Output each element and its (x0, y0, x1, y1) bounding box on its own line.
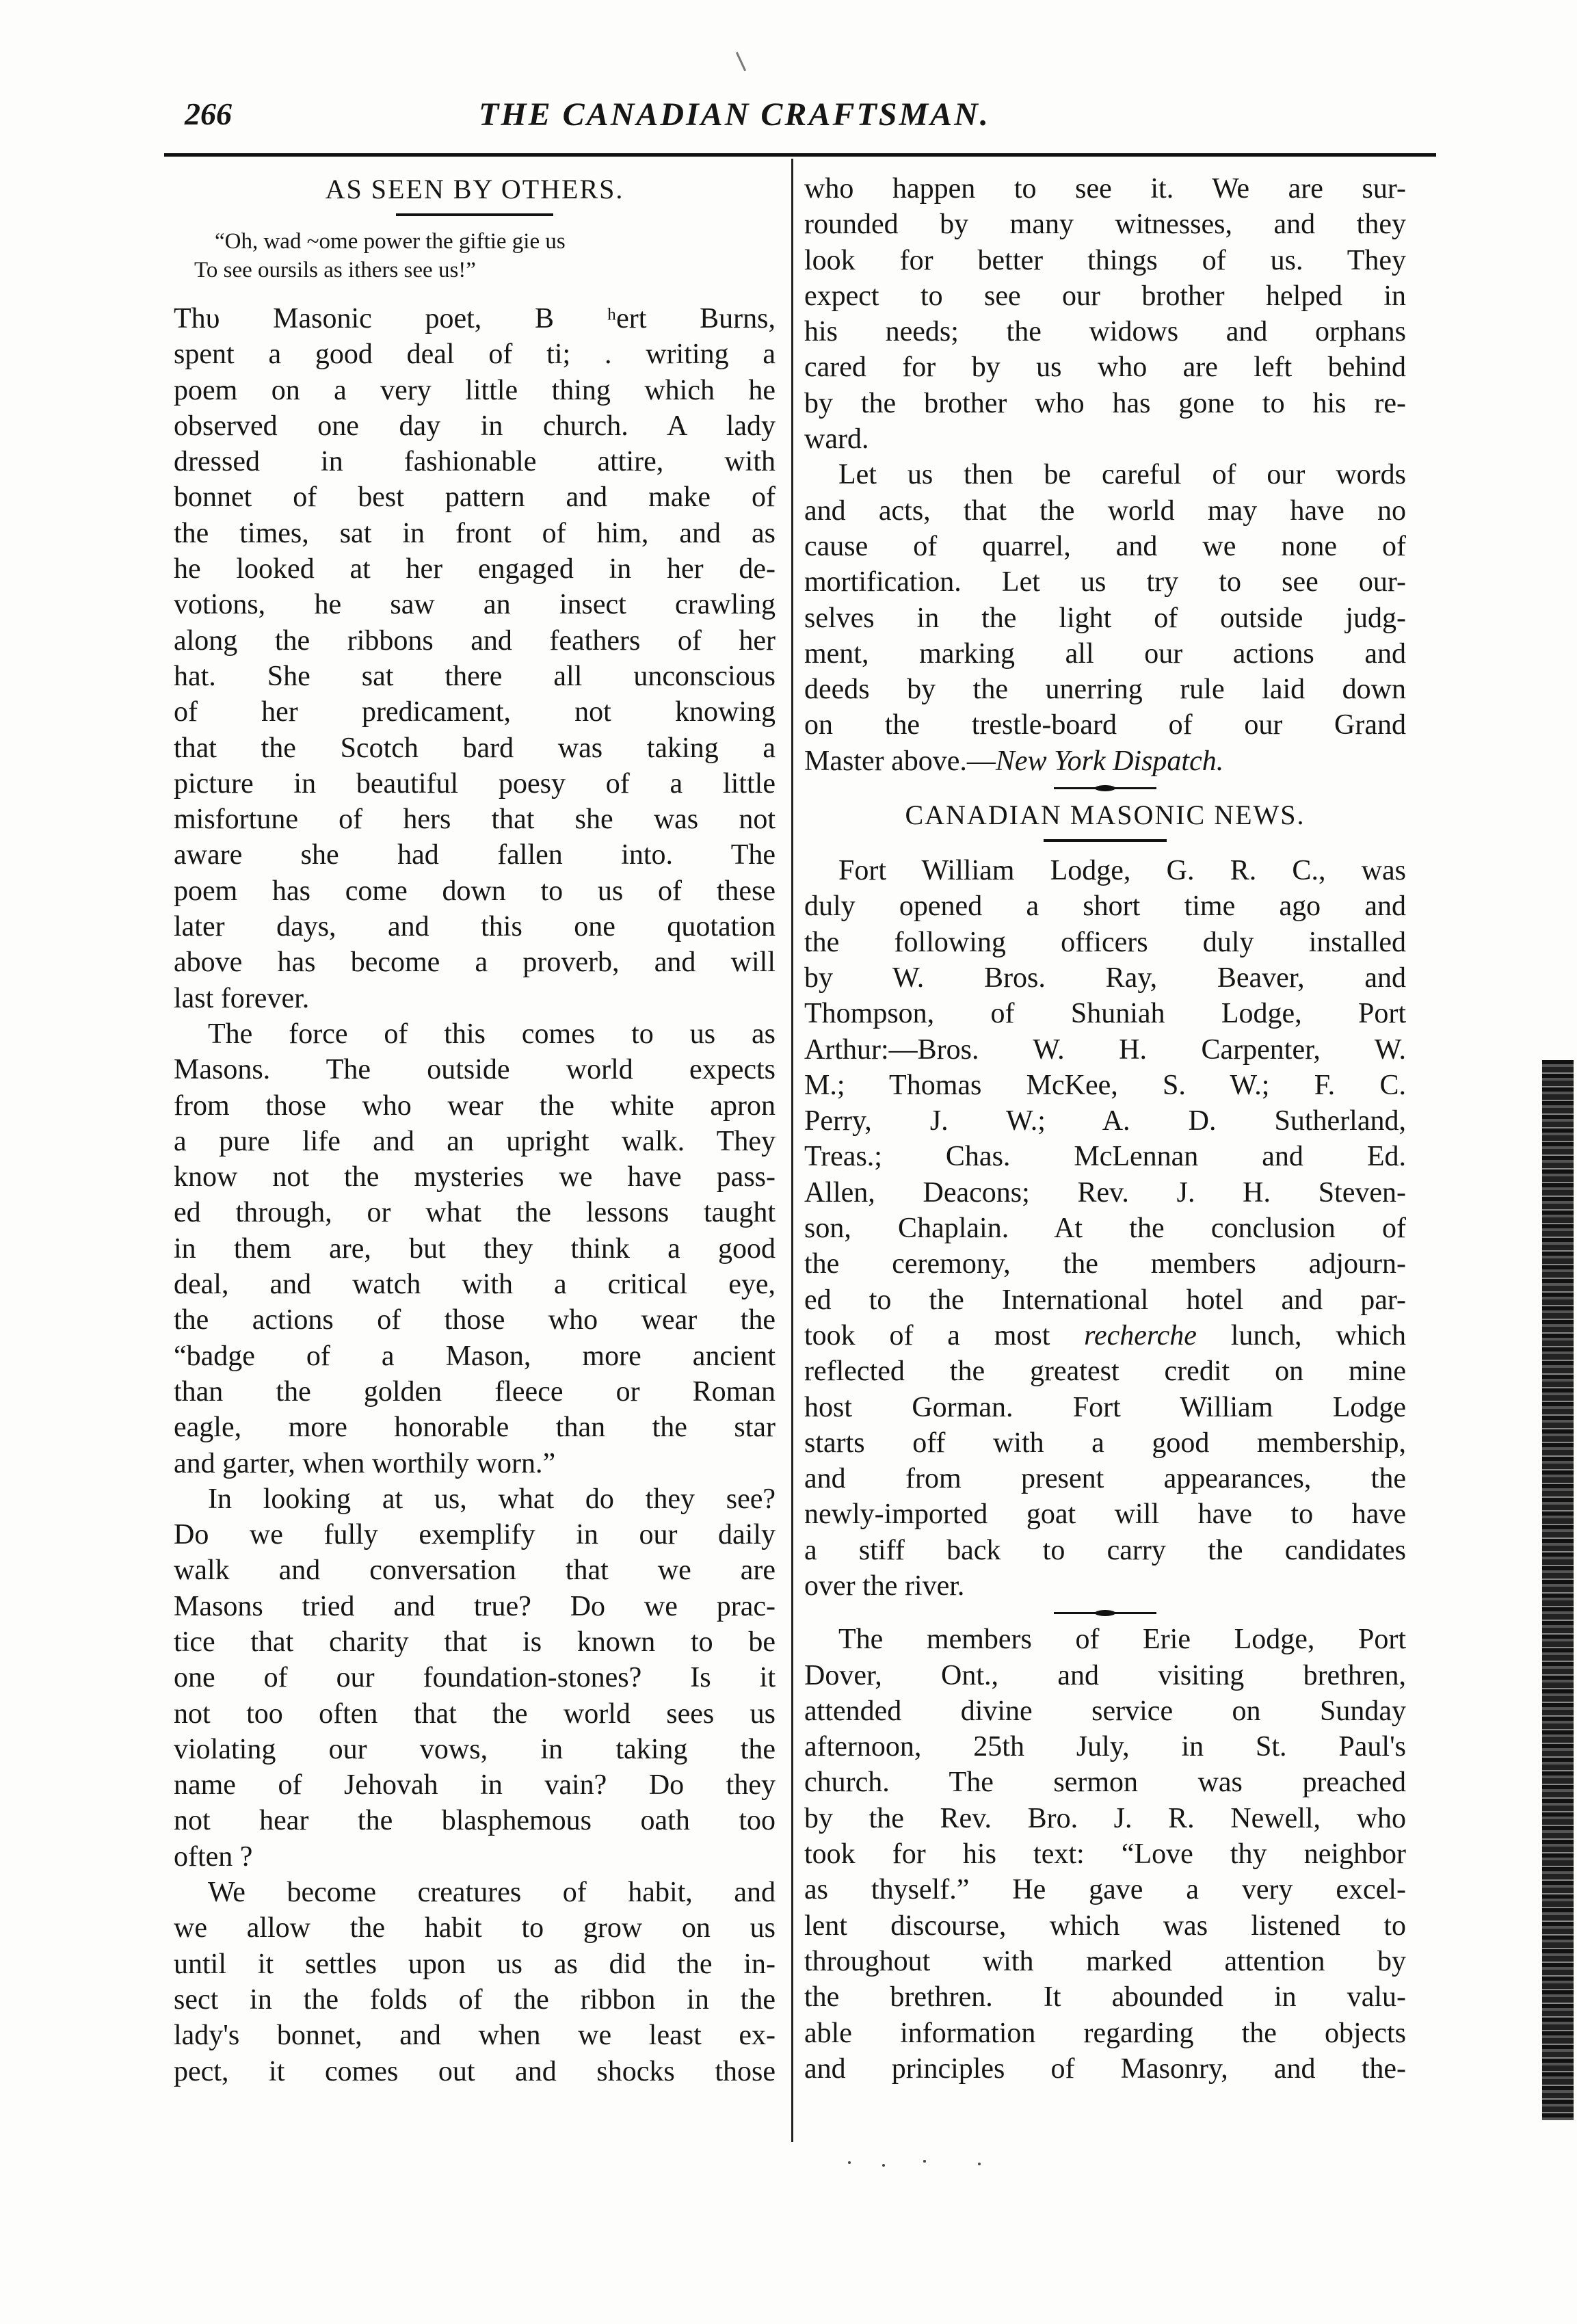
text-line: who happen to see it. We are sur- (804, 173, 1406, 204)
text-line: ward. (804, 423, 869, 455)
text-line: until it settles upon us as did the in- (174, 1948, 776, 1980)
text-line: attended divine service on Sunday (804, 1695, 1406, 1727)
text-line: Thompson, of Shuniah Lodge, Port (804, 998, 1406, 1030)
text-line: able information regarding the objects (804, 2017, 1406, 2049)
page-header (185, 96, 1416, 144)
text-line: observed one day in church. A lady (174, 410, 776, 442)
text-line: of her predicament, not knowing (174, 696, 776, 728)
text-line: by the brother who has gone to his re- (804, 387, 1406, 419)
text-line: as thyself.” He gave a very excel- (804, 1874, 1406, 1906)
text-line: above has become a proverb, and will (174, 947, 776, 979)
text-line: Let us then be careful of our words (838, 459, 1406, 491)
text-line: took of a most recherche lunch, which (804, 1319, 1406, 1351)
text-line: on the trestle-board of our Grand (804, 709, 1406, 741)
column-divider (791, 159, 793, 2142)
attribution-line (804, 743, 1406, 779)
left-column (174, 171, 776, 2089)
text-line: Dover, Ont., and visiting brethren, (804, 1659, 1406, 1691)
italic-word: recherche (1084, 1319, 1197, 1351)
text-line: Allen, Deacons; Rev. J. H. Steven- (804, 1176, 1406, 1209)
text-line: over the river. (804, 1570, 965, 1602)
article-body (174, 301, 776, 2089)
speck (978, 2163, 981, 2165)
text-line: Treas.; Chas. McLennan and Ed. (804, 1141, 1406, 1173)
text-line: The members of Erie Lodge, Port (838, 1624, 1406, 1656)
epigraph-line: To see oursils as ithers see us!” (194, 258, 476, 282)
text-line: than the golden fleece or Roman (174, 1375, 776, 1408)
text-line: duly opened a short time ago and (804, 890, 1406, 923)
attribution-prefix: Master above.— (804, 745, 996, 777)
epigraph-line: “Oh, wad ~ome power the giftie gie us (215, 229, 566, 254)
text-line: look for better things of us. They (804, 244, 1406, 276)
attribution-source: New York Dispatch. (995, 745, 1224, 777)
text-line: and acts, that the world may have no (804, 494, 1406, 527)
right-column (804, 171, 1406, 2087)
news-heading: CANADIAN MASONIC NEWS. (905, 800, 1306, 831)
text-line: tice that charity that is known to be (174, 1626, 776, 1658)
text-line: aware she had fallen into. The (174, 839, 776, 871)
text-line: votions, he saw an insect crawling (174, 589, 776, 621)
article-heading: AS SEEN BY OTHERS. (325, 174, 624, 204)
text-line: Fort William Lodge, G. R. C., was (838, 855, 1406, 887)
text-line: last forever. (174, 982, 310, 1014)
text-line: a pure life and an upright walk. They (174, 1125, 776, 1157)
text-line: cared for by us who are left behind (804, 352, 1406, 384)
scan-mark (736, 52, 746, 71)
text-line: The force of this comes to us as (208, 1018, 776, 1050)
text-line: church. The sermon was preached (804, 1767, 1406, 1799)
speck (882, 2164, 885, 2167)
text-line: from those who wear the white apron (174, 1090, 776, 1122)
text-line: mortification. Let us try to see our- (804, 566, 1406, 598)
text-line: Masons. The outside world expects (174, 1054, 776, 1086)
text-line: M.; Thomas McKee, S. W.; F. C. (804, 1069, 1406, 1101)
text-line: Do we fully exemplify in our daily (174, 1519, 776, 1551)
text-line: eagle, more honorable than the star (174, 1412, 776, 1444)
text-line: hat. She sat there all unconscious (174, 660, 776, 692)
text-line: the ceremony, the members adjourn- (804, 1248, 1406, 1280)
text-line: took for his text: “Love thy neighbor (804, 1838, 1406, 1871)
text-line: rounded by many witnesses, and they (804, 209, 1406, 241)
header-rule (164, 153, 1436, 157)
text-line: in them are, but they think a good (174, 1232, 776, 1265)
news-item-fort-william-continued (804, 1354, 1406, 1604)
text-line: reflected the greatest credit on mine (804, 1356, 1406, 1388)
article-body-continued (804, 171, 1406, 743)
text-line: afternoon, 25th July, in St. Paul's (804, 1731, 1406, 1763)
text-line: newly-imported goat will have to have (804, 1498, 1406, 1531)
text-line: pect, it comes out and shocks those (174, 2055, 776, 2087)
text-line: the times, sat in front of him, and as (174, 517, 776, 549)
text-line: son, Chaplain. At the conclusion of (804, 1213, 1406, 1245)
text-line: along the ribbons and feathers of her (174, 624, 776, 657)
text-line: spent a good deal of ti; . writing a (174, 339, 776, 371)
speck (848, 2161, 851, 2164)
text-line: cause of quarrel, and we none of (804, 530, 1406, 562)
text-line: Masons tried and true? Do we prac- (174, 1590, 776, 1622)
text-line: lent discourse, which was listened to (804, 1910, 1406, 1942)
text-line: by the Rev. Bro. J. R. Newell, who (804, 1802, 1406, 1834)
news-item-fort-william (804, 853, 1406, 1318)
text-line: the brethren. It abounded in valu- (804, 1981, 1406, 2013)
text-line: and garter, when worthily worn.” (174, 1447, 556, 1479)
text-line: later days, and this one quotation (174, 911, 776, 943)
text-line: poem has come down to us of these (174, 875, 776, 907)
text-line: “badge of a Mason, more ancient (174, 1340, 776, 1372)
text-line: deal, and watch with a critical eye, (174, 1269, 776, 1301)
text-line: we allow the habit to grow on us (174, 1912, 776, 1944)
text-line: walk and conversation that we are (174, 1555, 776, 1587)
text-line: by W. Bros. Ray, Beaver, and (804, 962, 1406, 994)
speck (923, 2160, 926, 2163)
text-line: misfortune of hers that she was not (174, 804, 776, 836)
text-line: Arthur:—Bros. W. H. Carpenter, W. (804, 1033, 1406, 1066)
running-title: THE CANADIAN CRAFTSMAN. (479, 96, 990, 133)
text-line: bonnet of best pattern and make of (174, 481, 776, 514)
text-line: We become creatures of habit, and (208, 1877, 776, 1909)
text-line: a stiff back to carry the candidates (804, 1534, 1406, 1566)
text-line: and from present appearances, the (804, 1463, 1406, 1495)
text-line: picture in beautiful poesy of a little (174, 767, 776, 800)
text-line: and principles of Masonry, and the- (804, 2052, 1406, 2085)
text-line: selves in the light of outside judg- (804, 602, 1406, 634)
section-separator (804, 779, 1406, 797)
heading-rule (1044, 839, 1167, 842)
text-line: sect in the folds of the ribbon in the (174, 1983, 776, 2016)
text-line: he looked at her engaged in her de- (174, 553, 776, 585)
text-line: ed to the International hotel and par- (804, 1284, 1406, 1316)
text-line: not hear the blasphemous oath too (174, 1805, 776, 1837)
text-line: violating our vows, in taking the (174, 1733, 776, 1765)
text-line: throughout with marked attention by (804, 1945, 1406, 1977)
text-line: the following officers duly installed (804, 926, 1406, 958)
text-line: not too often that the world sees us (174, 1698, 776, 1730)
heading-rule (396, 213, 553, 216)
section-separator (804, 1604, 1406, 1622)
text-line: know not the mysteries we have pass- (174, 1161, 776, 1193)
text-line: starts off with a good membership, (804, 1427, 1406, 1459)
text-line: In looking at us, what do they see? (208, 1483, 776, 1515)
text-line: poem on a very little thing which he (174, 374, 776, 406)
text-line: Thυ Masonic poet, B ʰert Burns, (174, 303, 776, 334)
text-line: often ? (174, 1840, 253, 1873)
text-line: that the Scotch bard was taking a (174, 732, 776, 764)
text-line: one of our foundation-stones? Is it (174, 1662, 776, 1694)
scan-edge (1542, 1060, 1574, 2120)
text-line: Perry, J. W.; A. D. Sutherland, (804, 1105, 1406, 1137)
news-item-erie-lodge (804, 1622, 1406, 2087)
text-line: host Gorman. Fort William Lodge (804, 1391, 1406, 1423)
text-line: deeds by the unerring rule laid down (804, 674, 1406, 706)
text-line: name of Jehovah in vain? Do they (174, 1769, 776, 1801)
text-line: ed through, or what the lessons taught (174, 1197, 776, 1229)
text-line: lady's bonnet, and when we least ex- (174, 2020, 776, 2052)
text-line: the actions of those who wear the (174, 1304, 776, 1336)
scan-specks (841, 2154, 1046, 2182)
page-number: 266 (185, 96, 232, 131)
text-line: dressed in fashionable attire, with (174, 446, 776, 478)
text-line: ment, marking all our actions and (804, 637, 1406, 670)
text-line: expect to see our brother helped in (804, 280, 1406, 312)
text-line: his needs; the widows and orphans (804, 316, 1406, 348)
